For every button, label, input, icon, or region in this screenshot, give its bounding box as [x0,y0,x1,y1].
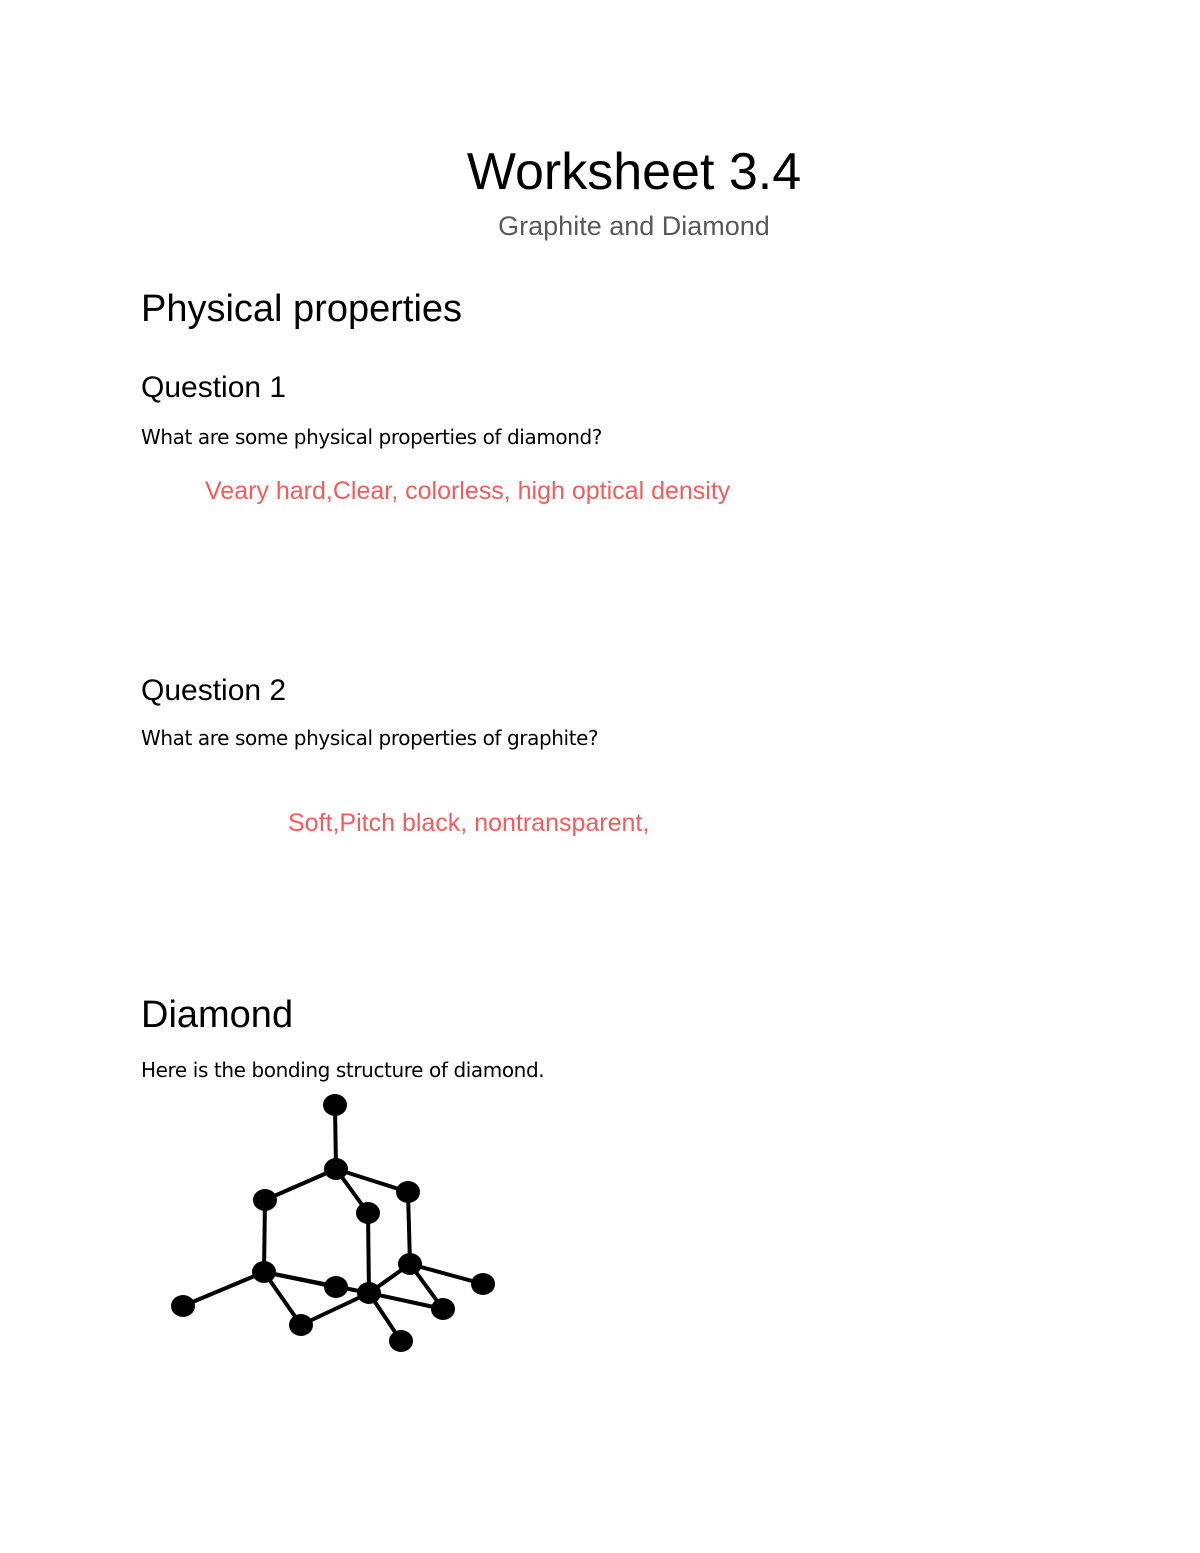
atom [289,1314,313,1336]
atom [356,1202,380,1224]
atom [324,1158,348,1180]
question-2-label: Question 2 [141,674,287,707]
atom [389,1330,413,1352]
bond [183,1272,264,1306]
question-1-prompt: What are some physical properties of diamond? [141,425,603,449]
diamond-description: Here is the bonding structure of diamond. [141,1058,545,1082]
atom [398,1253,422,1275]
bond [264,1272,369,1293]
atom [471,1273,495,1295]
lattice-atoms [171,1094,495,1352]
atom [323,1094,347,1116]
atom [396,1181,420,1203]
atom [431,1298,455,1320]
page-subtitle: Graphite and Diamond [498,211,770,241]
atom [324,1276,348,1298]
question-1-answer: Veary hard,Clear, colorless, high optical density [205,477,731,505]
question-2-prompt: What are some physical properties of graphite? [141,726,599,750]
page-title: Worksheet 3.4 [466,143,802,201]
atom [252,1261,276,1283]
atom [253,1189,277,1211]
atom [171,1295,195,1317]
atom [357,1282,381,1304]
diamond-lattice-icon [160,1090,510,1360]
section-heading-diamond: Diamond [141,994,294,1036]
section-heading-physical-properties: Physical properties [141,288,463,330]
question-2-answer: Soft,Pitch black, nontransparent, [288,809,650,837]
bond [368,1213,369,1293]
question-1-label: Question 1 [141,371,287,404]
